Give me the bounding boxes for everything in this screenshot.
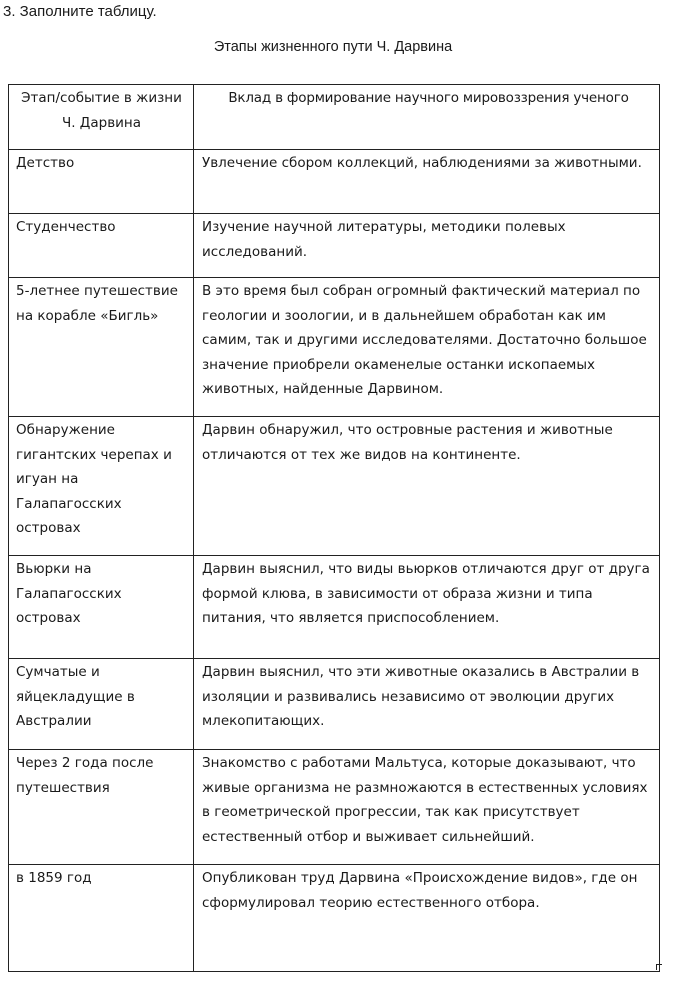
table-row <box>9 659 660 750</box>
table-row <box>9 750 660 865</box>
table-row <box>9 214 660 278</box>
table-row <box>9 417 660 556</box>
contribution-cell: Дарвин выяснил, что эти животные оказались в Австралии в изоляции и развивались независимо от эволюции других млекопитающих. <box>194 659 660 750</box>
table-row <box>9 865 660 972</box>
table-corner-mark <box>656 964 662 970</box>
table-header-row <box>9 85 660 150</box>
darwin-stages-table <box>8 84 660 972</box>
task-title: 3. Заполните таблицу. <box>3 3 157 20</box>
stage-cell: Сумчатые и яйцекладущие в Австралии <box>9 659 194 750</box>
contribution-cell: Увлечение сбором коллекций, наблюдениями за животными. <box>194 150 660 214</box>
contribution-cell: Изучение научной литературы, методики полевых исследований. <box>194 214 660 278</box>
contribution-cell: В это время был собран огромный фактический материал по геологии и зоологии, и в дальнейшем обработан как им самим, так и другими исследователями. Достаточно большое значение приобрели окаменелые останки ископаемых животных, найденные Дарвином. <box>194 278 660 417</box>
header-stage: Этап/событие в жизни Ч. Дарвина <box>9 85 194 150</box>
table-title: Этапы жизненного пути Ч. Дарвина <box>213 39 453 55</box>
table-row <box>9 278 660 417</box>
contribution-cell: Дарвин обнаружил, что островные растения и животные отличаются от тех же видов на континенте. <box>194 417 660 556</box>
stage-cell: Детство <box>9 150 194 214</box>
contribution-cell: Дарвин выяснил, что виды вьюрков отличаются друг от друга формой клюва, в зависимости от образа жизни и типа питания, что является приспособлением. <box>194 556 660 659</box>
table-row <box>9 150 660 214</box>
stage-cell: 5-летнее путешествие на корабле «Бигль» <box>9 278 194 417</box>
contribution-cell: Знакомство с работами Мальтуса, которые доказывают, что живые организма не размножаются в естественных условиях в геометрической прогрессии, так как присутствует естественный отбор и выживает сильнейший. <box>194 750 660 865</box>
table-row <box>9 556 660 659</box>
header-contribution: Вклад в формирование научного мировоззрения ученого <box>194 85 660 150</box>
stage-cell: Через 2 года после путешествия <box>9 750 194 865</box>
stage-cell: Студенчество <box>9 214 194 278</box>
stage-cell: Обнаружение гигантских черепах и игуан на Галапагосских островах <box>9 417 194 556</box>
contribution-cell: Опубликован труд Дарвина «Происхождение видов», где он сформулировал теорию естественного отбора. <box>194 865 660 972</box>
stage-cell: Вьюрки на Галапагосских островах <box>9 556 194 659</box>
stage-cell: в 1859 год <box>9 865 194 972</box>
